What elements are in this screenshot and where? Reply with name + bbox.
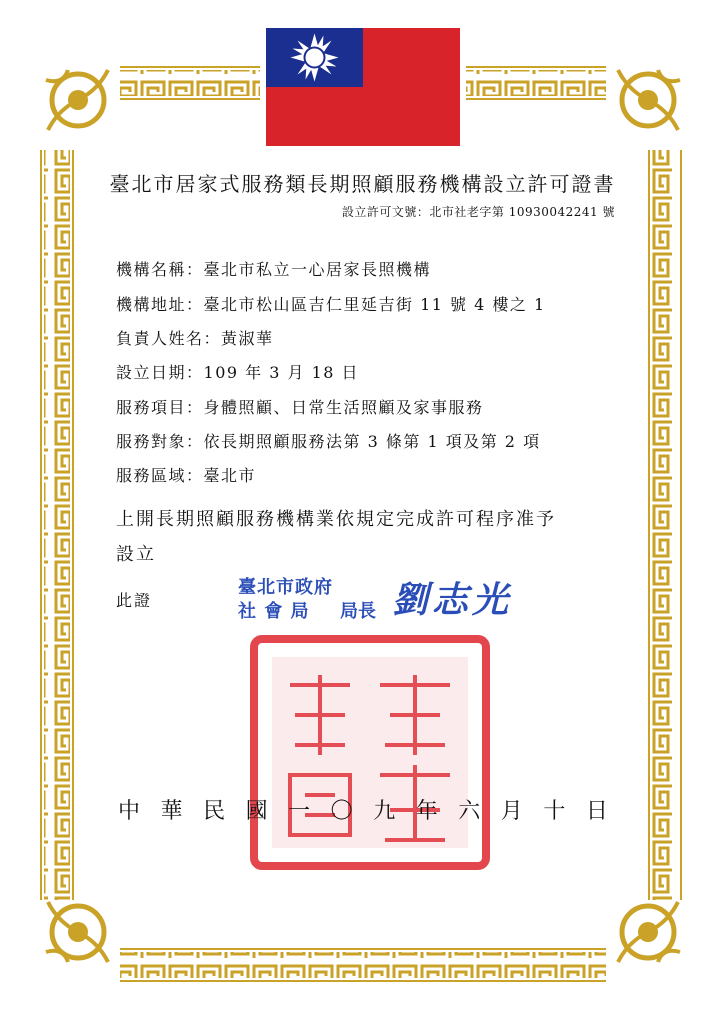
field-address xyxy=(116,292,546,315)
corner-ornament-bottom-left xyxy=(38,892,118,972)
date-char: 華 xyxy=(160,799,183,824)
date-char: 民 xyxy=(203,799,226,824)
corner-ornament-bottom-right xyxy=(608,892,688,972)
statement-line-1: 上開長期照顧服務機構業依規定完成許可程序准予 xyxy=(116,509,556,530)
field-service-items xyxy=(116,395,484,418)
field-responsible-person xyxy=(116,326,274,349)
field-label: 服務項目： xyxy=(116,398,204,417)
corner-ornament-top-left xyxy=(38,60,118,140)
field-label: 負責人姓名： xyxy=(116,329,222,348)
date-char: 〇 xyxy=(330,799,353,824)
field-value: 臺北市私立一心居家長照機構 xyxy=(203,260,432,279)
field-label: 機構名稱： xyxy=(116,260,204,279)
certificate-title: 臺北市居家式服務類長期照顧服務機構設立許可證書 xyxy=(109,172,616,196)
field-label: 服務對象： xyxy=(116,432,204,451)
attest-text: 此證 xyxy=(116,591,153,610)
field-institution-name xyxy=(116,257,431,280)
national-flag xyxy=(266,28,460,146)
field-establish-date xyxy=(116,360,359,383)
date-char: 一 xyxy=(288,799,311,824)
field-label: 機構地址： xyxy=(116,295,204,314)
field-value: 109 年 3 月 18 日 xyxy=(203,363,360,382)
field-label: 服務區域： xyxy=(116,466,204,485)
issue-date xyxy=(118,794,608,825)
field-label: 設立日期： xyxy=(116,363,204,382)
field-service-targets xyxy=(116,429,541,452)
official-seal-stamp xyxy=(250,635,490,870)
signature-name: 劉志光 xyxy=(392,579,513,621)
signature-org-line-1: 臺北市政府 xyxy=(238,577,333,598)
field-value: 依長期照顧服務法第 3 條第 1 項及第 2 項 xyxy=(203,432,541,451)
signature-title: 局長 xyxy=(340,601,376,622)
date-char: 國 xyxy=(245,799,268,824)
date-char: 年 xyxy=(415,799,438,824)
corner-ornament-top-right xyxy=(608,60,688,140)
date-char: 中 xyxy=(118,799,141,824)
date-char: 月 xyxy=(500,799,523,824)
date-char: 九 xyxy=(373,799,396,824)
date-char: 十 xyxy=(543,799,566,824)
field-value: 臺北市 xyxy=(203,466,257,485)
field-value: 黃淑華 xyxy=(221,329,274,348)
date-char: 日 xyxy=(585,799,608,824)
field-value: 身體照顧、日常生活照顧及家事服務 xyxy=(203,398,484,417)
field-value: 臺北市松山區吉仁里延吉街 11 號 4 樓之 1 xyxy=(203,295,546,314)
signature-org-line-2: 社 會 局 xyxy=(238,601,310,622)
date-char: 六 xyxy=(458,799,481,824)
statement-line-2: 設立 xyxy=(116,544,156,565)
field-service-area xyxy=(116,463,256,486)
permit-number: 設立許可文號：北市社老字第 10930042241 號 xyxy=(341,205,615,219)
